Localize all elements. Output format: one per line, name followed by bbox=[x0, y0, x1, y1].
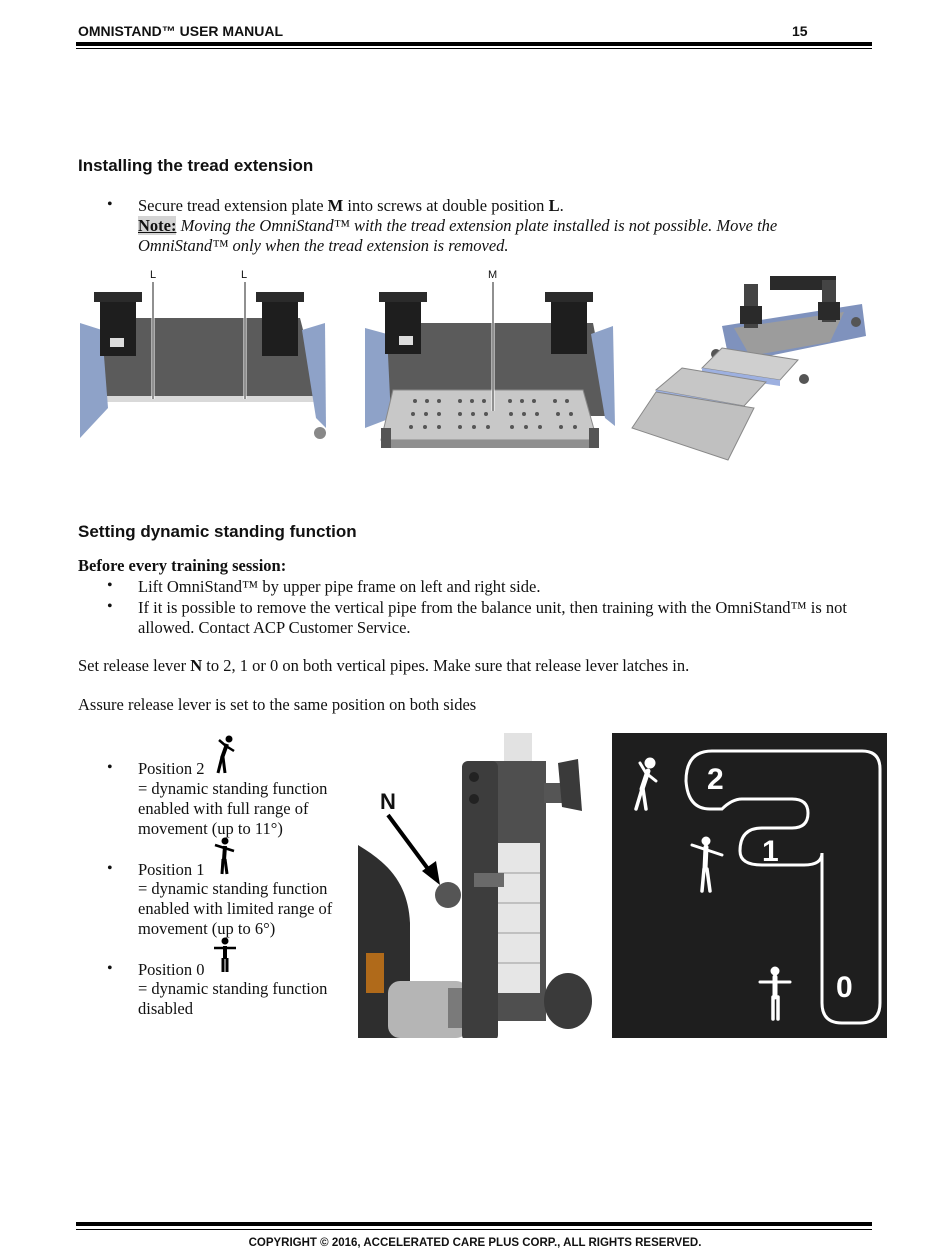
before-training-heading: Before every training session: bbox=[78, 556, 287, 575]
figure-upright-icon bbox=[213, 937, 237, 973]
bullet-marker: • bbox=[107, 860, 113, 877]
position-diagram bbox=[612, 733, 887, 1038]
label-l-right: L bbox=[241, 269, 248, 281]
position-2-line: enabled with full range of bbox=[138, 799, 309, 818]
assure-instruction: Assure release lever is set to the same position on both sides bbox=[78, 695, 477, 714]
section-heading-dynamic-standing: Setting dynamic standing function bbox=[78, 522, 357, 541]
release-lever-instruction: Set release lever N to 2, 1 or 0 on both vertical pipes. Make sure that release lever latches in. bbox=[78, 656, 690, 675]
bullet-marker: • bbox=[107, 577, 113, 594]
section-heading-tread-extension: Installing the tread extension bbox=[78, 156, 314, 175]
position-0-line: = dynamic standing function bbox=[138, 979, 328, 998]
position-2-line: = dynamic standing function bbox=[138, 779, 328, 798]
photo-release-lever bbox=[358, 733, 594, 1038]
bullet-marker: • bbox=[107, 598, 113, 615]
photo-tread-exploded bbox=[630, 276, 870, 466]
position-1-title: Position 1 bbox=[138, 860, 205, 879]
header-rule bbox=[76, 42, 872, 46]
position-0-title: Position 0 bbox=[138, 960, 205, 979]
label-l-left: L bbox=[150, 269, 157, 281]
position-0-line: disabled bbox=[138, 999, 193, 1018]
photo-base-plate bbox=[80, 268, 328, 453]
position-1-line: = dynamic standing function bbox=[138, 879, 328, 898]
tread-instruction: Secure tread extension plate M into screws at double position L. Note: Moving the OmniStand™ with the tread extension plate installed is not possible. Move the OmniStand™ only when the tread extension is removed. bbox=[138, 196, 778, 255]
header-rule-thin bbox=[76, 48, 872, 49]
note-label: Note: bbox=[138, 216, 177, 235]
position-2-title: Position 2 bbox=[138, 759, 205, 778]
bullet-remove-line1: If it is possible to remove the vertical pipe from the balance unit, then training with the OmniStand™ is not bbox=[138, 598, 848, 617]
page-number: 15 bbox=[792, 23, 808, 39]
footer-copyright: COPYRIGHT © 2016, ACCELERATED CARE PLUS CORP., ALL RIGHTS RESERVED. bbox=[248, 1237, 702, 1249]
bullet-marker: • bbox=[107, 960, 113, 977]
position-2-line: movement (up to 11°) bbox=[138, 819, 283, 838]
footer-rule-thin bbox=[76, 1229, 872, 1230]
bullet-marker: • bbox=[107, 759, 113, 776]
bullet-remove-line2: allowed. Contact ACP Customer Service. bbox=[138, 618, 411, 637]
position-1-line: movement (up to 6°) bbox=[138, 919, 276, 938]
diagram-number-1: 1 bbox=[762, 835, 779, 868]
diagram-number-2: 2 bbox=[707, 763, 724, 796]
position-1-line: enabled with limited range of bbox=[138, 899, 333, 918]
diagram-number-0: 0 bbox=[836, 971, 853, 1004]
footer-rule bbox=[76, 1222, 872, 1226]
label-m: M bbox=[488, 269, 498, 281]
figure-tilted-icon bbox=[212, 735, 236, 775]
bullet-marker: • bbox=[107, 196, 113, 213]
photo-tread-plate bbox=[365, 268, 615, 453]
bullet-lift: Lift OmniStand™ by upper pipe frame on left and right side. bbox=[138, 577, 541, 596]
label-n: N bbox=[380, 789, 396, 814]
figure-slight-tilt-icon bbox=[212, 837, 236, 875]
header-title: OMNISTAND™ USER MANUAL bbox=[78, 23, 284, 39]
